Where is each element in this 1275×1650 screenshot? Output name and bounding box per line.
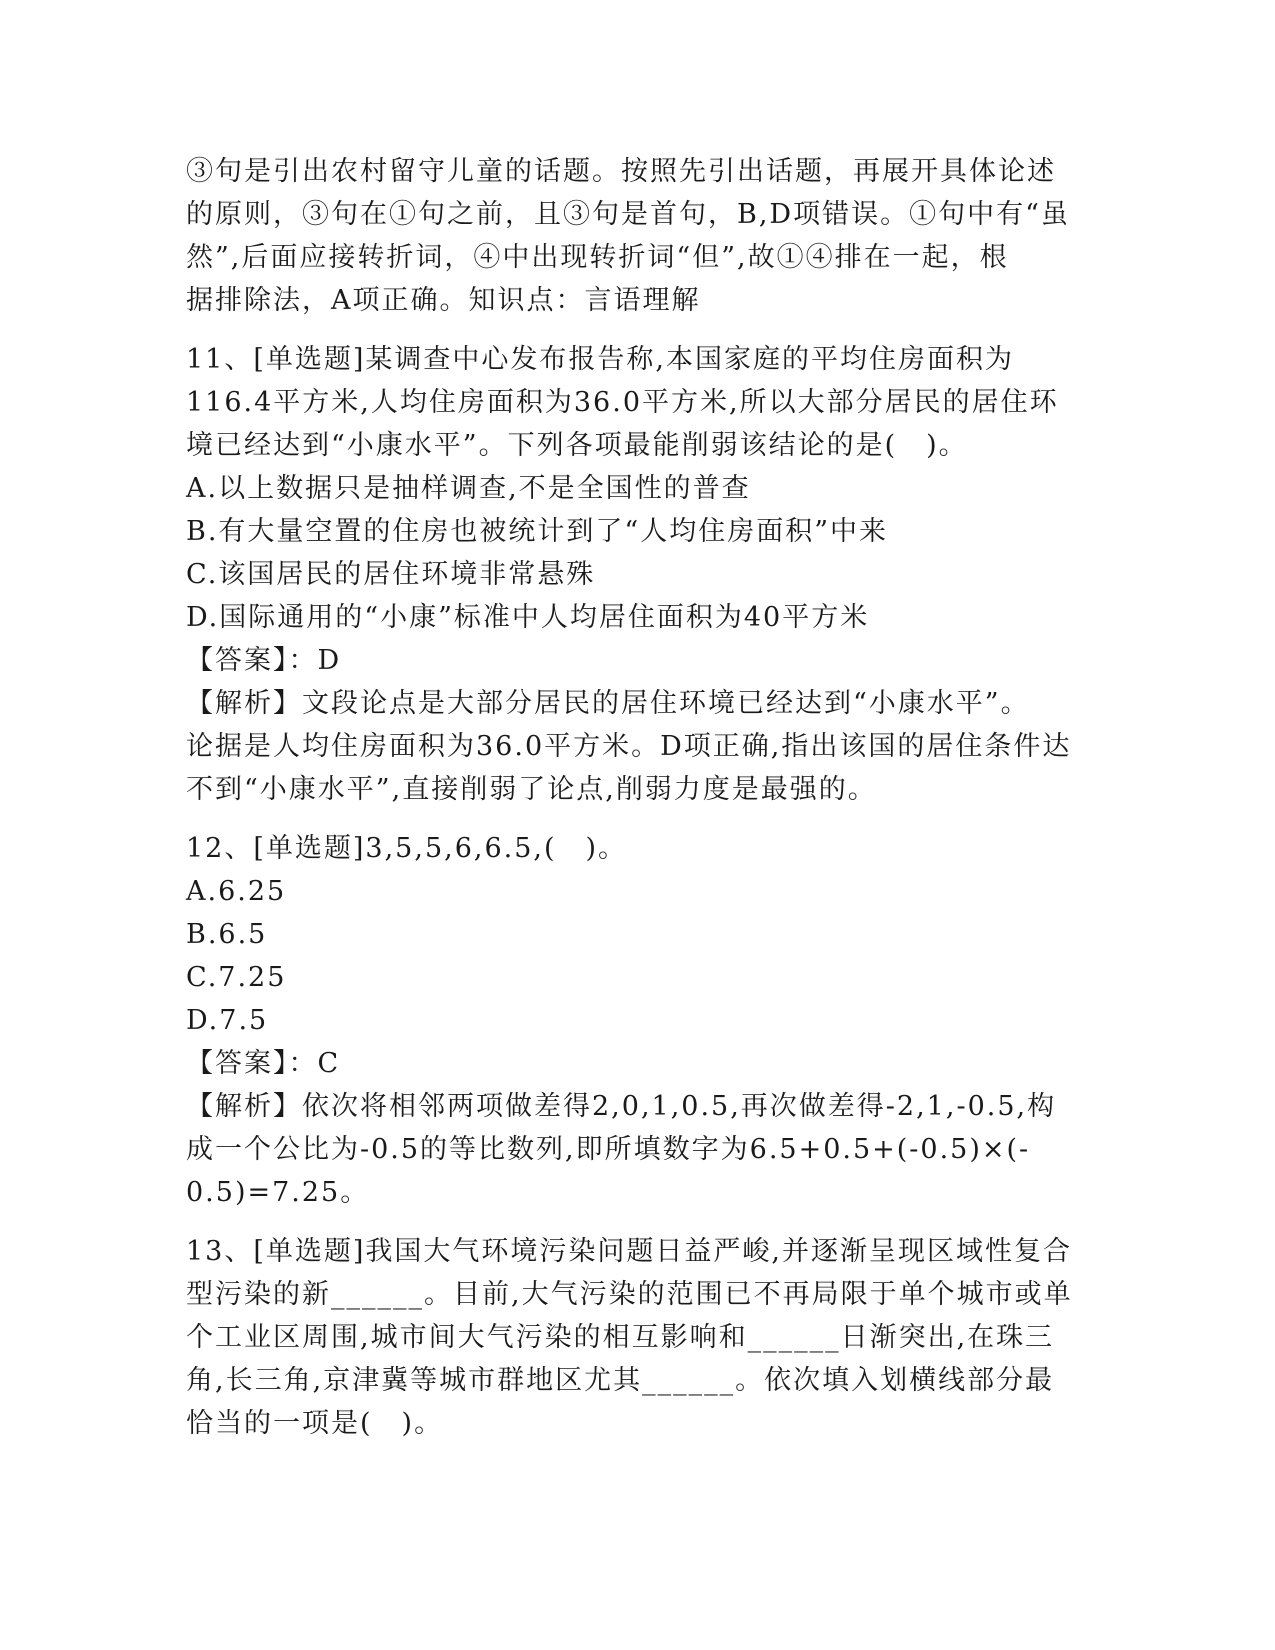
option-d: D.7.5 [186, 1005, 269, 1036]
answer: 【答案】：D [186, 645, 342, 676]
question-stem: 11、[单选题]某调查中心发布报告称,本国家庭的平均住房面积为 [186, 344, 1015, 375]
text-line: 然”,后面应接转折词，④中出现转折词“但”,故①④排在一起，根 [186, 242, 1009, 273]
option-b: B.有大量空置的住房也被统计到了“人均住房面积”中来 [186, 516, 889, 547]
text-line: 的原则，③句在①句之前，且③句是首句，B,D项错误。①句中有“虽 [186, 199, 1070, 230]
question-stem: 角,长三角,京津冀等城市群地区尤其______。依次填入划横线部分最 [186, 1365, 1055, 1396]
analysis: 0.5)=7.25。 [186, 1177, 370, 1208]
analysis: 成一个公比为-0.5的等比数列,即所填数字为6.5+0.5+(-0.5)×(- [186, 1134, 1031, 1165]
option-d: D.国际通用的“小康”标准中人均居住面积为40平方米 [186, 602, 870, 633]
option-b: B.6.5 [186, 919, 268, 950]
question-stem: 116.4平方米,人均住房面积为36.0平方米,所以大部分居民的居住环 [186, 387, 1059, 418]
option-a: A.以上数据只是抽样调查,不是全国性的普查 [186, 473, 751, 504]
option-c: C.该国居民的居住环境非常悬殊 [186, 559, 596, 590]
text-line: ③句是引出农村留守儿童的话题。按照先引出话题，再展开具体论述 [186, 156, 1056, 187]
text-line: 据排除法，A项正确。知识点：言语理解 [186, 285, 701, 316]
question-11 [186, 338, 1086, 811]
analysis: 【解析】依次将相邻两项做差得2,0,1,0.5,再次做差得-2,1,-0.5,构 [186, 1091, 1057, 1122]
document-page [186, 150, 1086, 1445]
question-stem: 恰当的一项是( )。 [186, 1408, 444, 1439]
question-13 [186, 1230, 1086, 1445]
answer: 【答案】：C [186, 1048, 341, 1079]
analysis: 【解析】文段论点是大部分居民的居住环境已经达到“小康水平”。 [186, 688, 1030, 719]
question-stem: 境已经达到“小康水平”。下列各项最能削弱该结论的是( )。 [186, 430, 968, 461]
question-stem: 型污染的新______。目前,大气污染的范围已不再局限于单个城市或单 [186, 1279, 1073, 1310]
analysis: 论据是人均住房面积为36.0平方米。D项正确,指出该国的居住条件达 [186, 731, 1072, 762]
question-stem: 13、[单选题]我国大气环境污染问题日益严峻,并逐渐呈现区域性复合 [186, 1236, 1073, 1267]
question-stem: 个工业区周围,城市间大气污染的相互影响和______日渐突出,在珠三 [186, 1322, 1055, 1353]
question-12 [186, 827, 1086, 1214]
option-c: C.7.25 [186, 962, 287, 993]
intro-explanation [186, 150, 1086, 322]
question-stem: 12、[单选题]3,5,5,6,6.5,( )。 [186, 833, 628, 864]
option-a: A.6.25 [186, 876, 287, 907]
analysis: 不到“小康水平”,直接削弱了论点,削弱力度是最强的。 [186, 774, 877, 805]
